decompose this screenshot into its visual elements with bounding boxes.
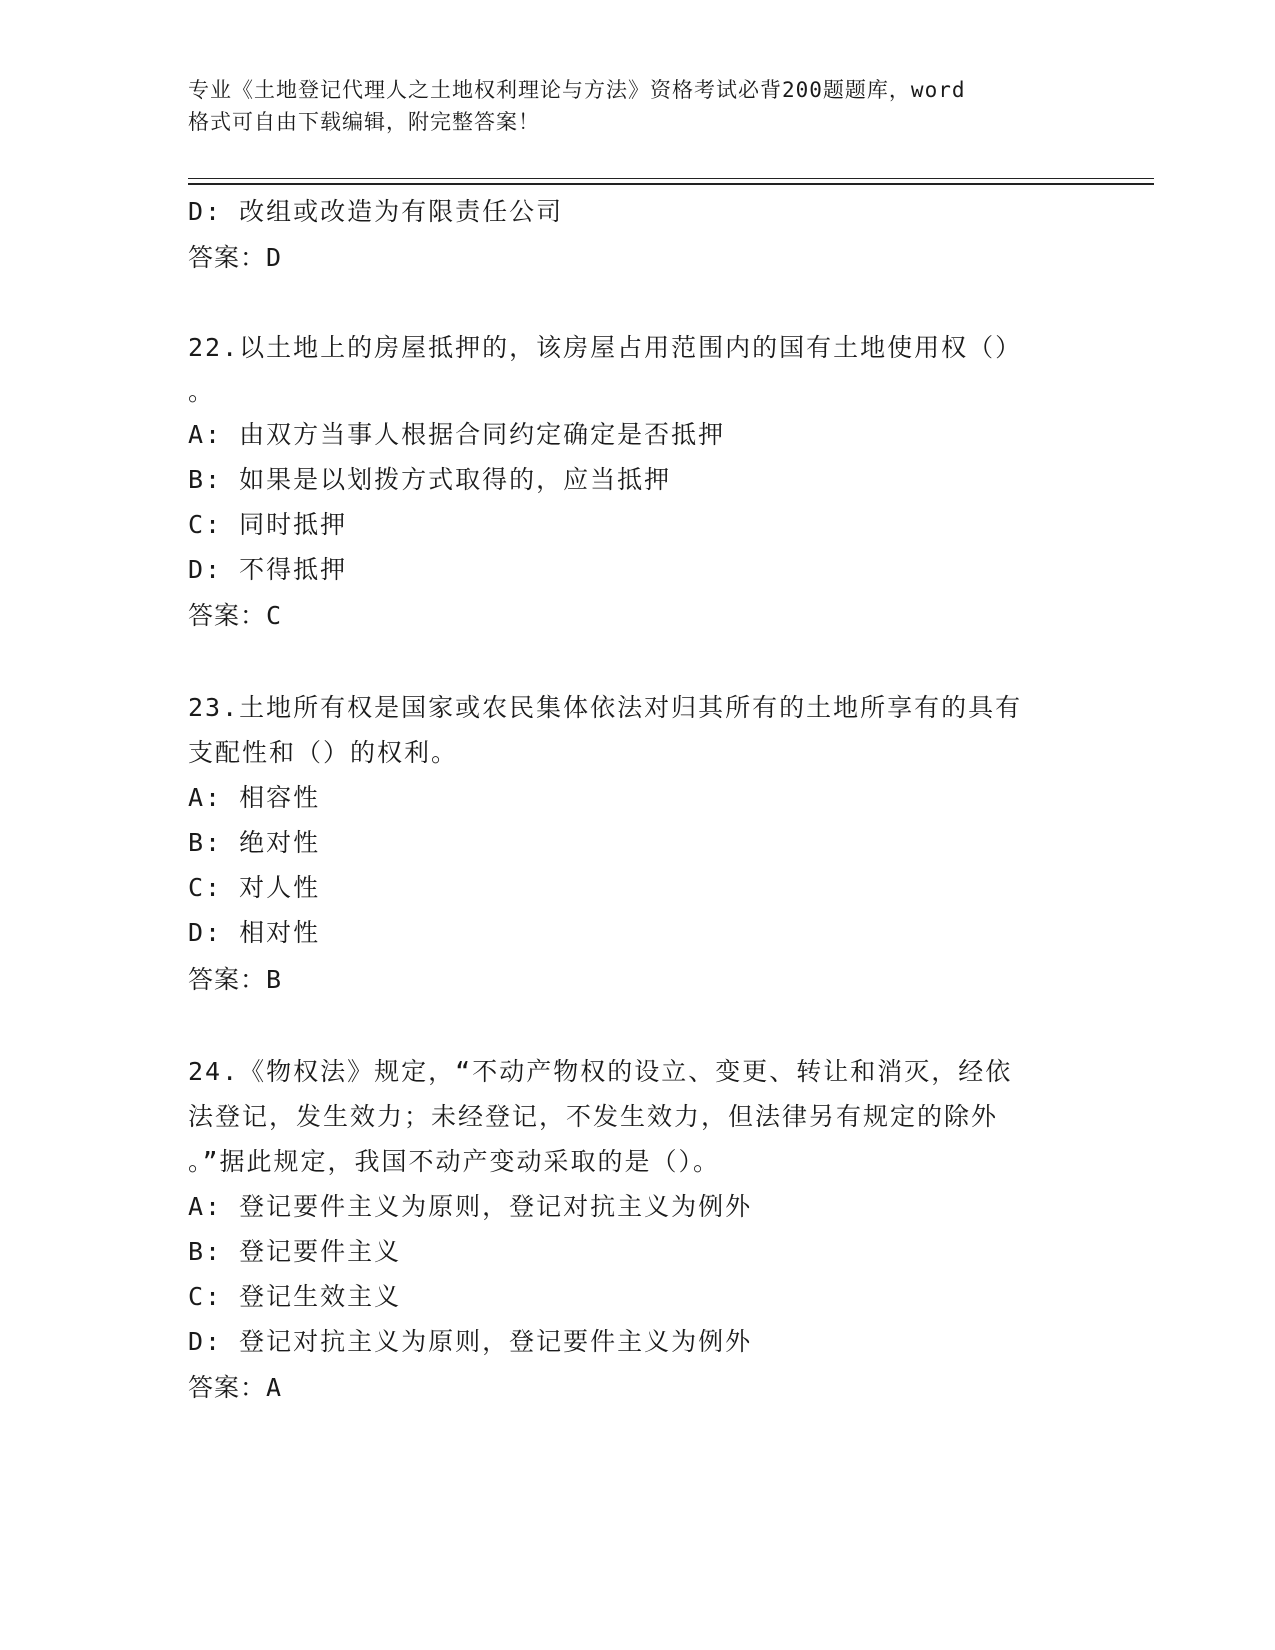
q23-answer: 答案：B bbox=[188, 965, 283, 994]
header-divider-thin bbox=[188, 178, 1154, 179]
q24-answer: 答案：A bbox=[188, 1373, 283, 1402]
q22-option-b: B: 如果是以划拨方式取得的，应当抵押 bbox=[188, 465, 672, 494]
q24-stem-line-1: 24.《物权法》规定，“不动产物权的设立、变更、转让和消灭，经依 bbox=[188, 1057, 1013, 1086]
q22-answer: 答案：C bbox=[188, 601, 283, 630]
q24-option-c: C: 登记生效主义 bbox=[188, 1282, 402, 1311]
prev-option-d: D: 改组或改造为有限责任公司 bbox=[188, 197, 564, 226]
q24-stem-line-2: 法登记，发生效力；未经登记，不发生效力，但法律另有规定的除外 bbox=[188, 1102, 999, 1131]
q23-option-c: C: 对人性 bbox=[188, 873, 321, 902]
header-line-2: 格式可自由下载编辑，附完整答案！ bbox=[188, 110, 540, 134]
q24-option-a: A: 登记要件主义为原则，登记对抗主义为例外 bbox=[188, 1192, 753, 1221]
q23-option-b: B: 绝对性 bbox=[188, 828, 321, 857]
q22-option-c: C: 同时抵押 bbox=[188, 510, 348, 539]
q23-stem-line-1: 23.土地所有权是国家或农民集体依法对归其所有的土地所享有的具有 bbox=[188, 693, 1023, 722]
q22-option-a: A: 由双方当事人根据合同约定确定是否抵押 bbox=[188, 420, 726, 449]
header-divider-thick bbox=[188, 183, 1154, 185]
q23-option-d: D: 相对性 bbox=[188, 918, 321, 947]
prev-answer: 答案：D bbox=[188, 243, 283, 272]
q23-option-a: A: 相容性 bbox=[188, 783, 321, 812]
header-line-1: 专业《土地登记代理人之土地权利理论与方法》资格考试必背200题题库，word bbox=[188, 78, 966, 102]
q24-stem-line-3: 。”据此规定，我国不动产变动采取的是（）。 bbox=[188, 1147, 721, 1176]
q22-stem-line-1: 22.以土地上的房屋抵押的，该房屋占用范围内的国有土地使用权（） bbox=[188, 333, 1023, 362]
q23-stem-line-2: 支配性和（）的权利。 bbox=[188, 738, 459, 767]
q22-stem-line-2: 。 bbox=[188, 377, 216, 406]
q24-option-b: B: 登记要件主义 bbox=[188, 1237, 402, 1266]
document-header bbox=[188, 74, 1088, 138]
q24-option-d: D: 登记对抗主义为原则，登记要件主义为例外 bbox=[188, 1327, 753, 1356]
q22-option-d: D: 不得抵押 bbox=[188, 555, 348, 584]
